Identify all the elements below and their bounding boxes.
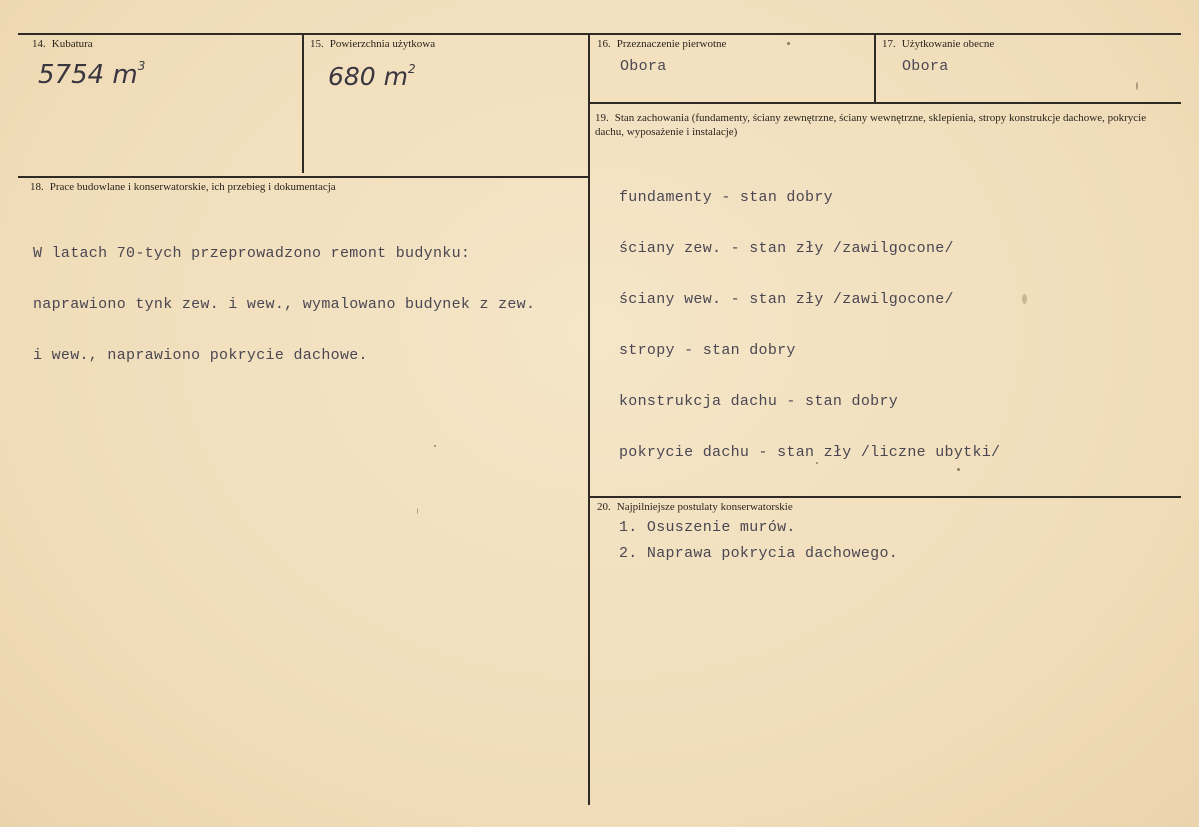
field-19-title: Stan zachowania (fundamenty, ściany zewnętrzne, ściany wewnętrzne, sklepienia, stropy konstrukcje dachowe, pokrycie dachu, wyposażenie i instalacje) xyxy=(595,112,1147,138)
field-14-value xyxy=(38,60,145,90)
field-18-line: i wew., naprawiono pokrycie dachowe. xyxy=(33,347,368,364)
field-19-line: pokrycie dachu - stan zły /liczne ubytki/ xyxy=(619,444,1001,461)
field-14-value-text: 5754 m xyxy=(38,60,138,90)
field-18-label xyxy=(30,181,336,193)
field-17-label xyxy=(882,38,994,50)
field-14-title: Kubatura xyxy=(51,38,93,50)
field-18-text xyxy=(33,211,535,398)
rule-19-top xyxy=(588,102,1181,104)
field-19-line: stropy - stan dobry xyxy=(619,342,796,359)
field-15-label xyxy=(310,38,435,50)
field-14-label xyxy=(32,38,93,50)
field-20-label xyxy=(597,501,793,513)
divider-16-17 xyxy=(874,33,876,103)
paper-speck xyxy=(957,468,960,471)
field-19-line: fundamenty - stan dobry xyxy=(619,189,833,206)
field-14-value-exponent: 3 xyxy=(137,59,146,74)
rule-18-top xyxy=(18,176,589,178)
field-18-title: Prace budowlane i konserwatorskie, ich przebieg i dokumentacja xyxy=(49,181,336,193)
field-20-title: Najpilniejsze postulaty konserwatorskie xyxy=(616,501,793,513)
field-18-line: W latach 70-tych przeprowadzono remont budynku: xyxy=(33,245,471,262)
field-15-value-exponent: 2 xyxy=(408,61,416,76)
divider-center xyxy=(588,33,590,805)
top-rule xyxy=(18,33,1181,35)
field-17-number: 17. xyxy=(882,38,896,50)
field-15-value xyxy=(328,62,416,91)
field-14-number: 14. xyxy=(32,38,46,50)
paper-speck xyxy=(434,445,436,447)
field-19-line: ściany wew. - stan zły /zawilgocone/ xyxy=(619,291,954,308)
paper-speck xyxy=(816,462,818,464)
field-15-title: Powierzchnia użytkowa xyxy=(329,38,436,50)
field-18-number: 18. xyxy=(30,181,44,193)
paper-speck xyxy=(1136,82,1138,90)
field-16-value: Obora xyxy=(620,58,667,75)
field-20-line-1: 1. Osuszenie murów. xyxy=(619,519,796,536)
paper-speck xyxy=(1022,294,1027,304)
divider-14-15 xyxy=(302,33,304,173)
field-19-line: konstrukcja dachu - stan dobry xyxy=(619,393,899,410)
paper-speck xyxy=(417,508,418,514)
field-15-number: 15. xyxy=(310,38,324,50)
field-15-value-text: 680 m xyxy=(328,62,409,91)
field-16-label xyxy=(597,38,726,50)
field-20-line-2: 2. Naprawa pokrycia dachowego. xyxy=(619,545,899,562)
field-16-title: Przeznaczenie pierwotne xyxy=(616,38,727,50)
paper-speck xyxy=(787,42,790,45)
field-20-number: 20. xyxy=(597,501,611,513)
field-19-line: ściany zew. - stan zły /zawilgocone/ xyxy=(619,240,954,257)
field-16-number: 16. xyxy=(597,38,611,50)
field-18-line: naprawiono tynk zew. i wew., wymalowano budynek z zew. xyxy=(33,296,536,313)
field-19-label xyxy=(595,111,1170,139)
field-17-value: Obora xyxy=(902,58,949,75)
field-17-title: Użytkowanie obecne xyxy=(901,38,995,50)
field-19-text xyxy=(619,155,1000,495)
field-19-number: 19. xyxy=(595,112,609,124)
rule-20-top xyxy=(588,496,1181,498)
